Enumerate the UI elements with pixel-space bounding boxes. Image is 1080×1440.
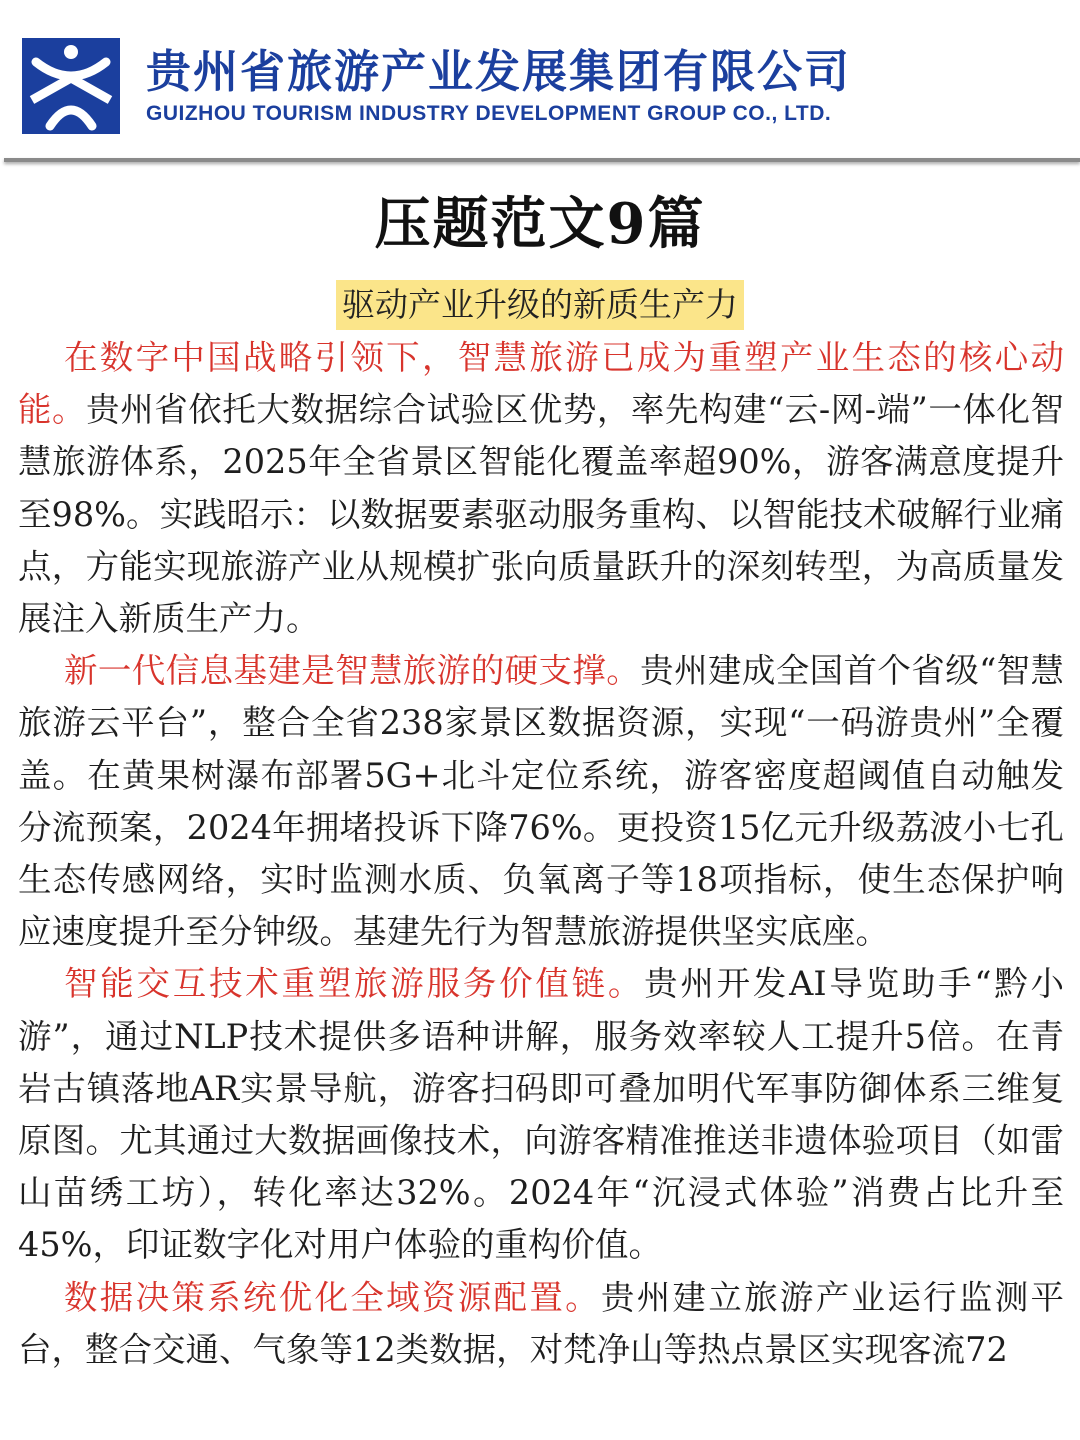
paragraph-3 xyxy=(18,958,1064,1271)
highlighted-subtitle: 驱动产业升级的新质生产力 xyxy=(336,280,744,330)
company-name-cn: 贵州省旅游产业发展集团有限公司 xyxy=(146,45,852,98)
paragraph-lead: 新一代信息基建是智慧旅游的硬支撑。 xyxy=(64,651,641,691)
header-divider xyxy=(4,158,1080,162)
paragraph-lead: 在数字中国战略引领下，智慧旅游已成为重塑产业生态的核心动能。 xyxy=(18,338,1064,430)
paragraph-2 xyxy=(18,645,1064,958)
paragraph-text: 贵州开发AI导览助手“黔小游”，通过NLP技术提供多语种讲解，服务效率较人工提升5倍。在青岩古镇落地AR实景导航，游客扫码即可叠加明代军事防御体系三维复原图。尤其通过大数据画像技术，向游客精准推送非遗体验项目（如雷山苗绣工坊），转化率达32%。2024年“沉浸式体验”消费占比升至45%，印证数字化对用户体验的重构价值。 xyxy=(18,964,1065,1265)
subtitle-block xyxy=(0,280,1080,330)
paragraph-1 xyxy=(18,332,1064,645)
paragraph-lead: 智能交互技术重塑旅游服务价值链。 xyxy=(64,964,645,1004)
paragraph-text: 贵州建成全国首个省级“智慧旅游云平台”，整合全省238家景区数据资源，实现“一码游贵州”全覆盖。在黄果树瀑布部署5G+北斗定位系统，游客密度超阈值自动触发分流预案，2024年拥堵投诉下降76%。更投资15亿元升级荔波小七孔生态传感网络，实时监测水质、负氧离子等18项指标，使生态保护响应速度提升至分钟级。基建先行为智慧旅游提供坚实底座。 xyxy=(18,651,1064,952)
paragraph-text: 贵州省依托大数据综合试验区优势，率先构建“云-网-端”一体化智慧旅游体系，2025年全省景区智能化覆盖率超90%，游客满意度提升至98%。实践昭示：以数据要素驱动服务重构、以智能技术破解行业痛点，方能实现旅游产业从规模扩张向质量跃升的深刻转型，为高质量发展注入新质生产力。 xyxy=(18,390,1065,639)
article-body xyxy=(18,332,1064,1376)
paragraph-4 xyxy=(18,1272,1064,1376)
page-title: 压题范文9篇 xyxy=(374,191,706,257)
company-name-block xyxy=(146,44,1046,128)
company-name-en: GUIZHOU TOURISM INDUSTRY DEVELOPMENT GROUP CO., LTD. xyxy=(146,102,832,125)
paragraph-lead: 数据决策系统优化全域资源配置。 xyxy=(64,1277,601,1317)
guizhou-tourism-logo-icon xyxy=(22,38,120,134)
page-header xyxy=(0,0,1080,160)
paragraph-text: 贵州建立旅游产业运行监测平台，整合交通、气象等12类数据，对梵净山等热点景区实现客流72 xyxy=(18,1277,1065,1369)
